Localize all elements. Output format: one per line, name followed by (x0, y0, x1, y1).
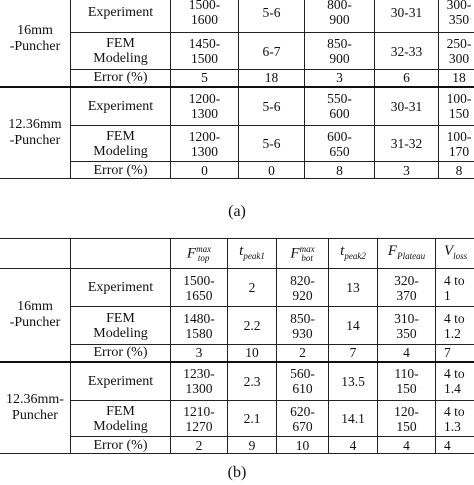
table-a-row-label: Error (%) (71, 70, 171, 87)
table-b-cell: 4 to 1.4 (436, 362, 474, 401)
table-a-cell: 300- 350 (439, 0, 474, 33)
table-b-header: $V_{loss}$ (436, 239, 474, 269)
table-a-cell: 100- 170 (439, 126, 474, 162)
table-b-cell: 13 (329, 269, 378, 307)
table-a-cell: 800- 900 (305, 0, 375, 33)
table-a-cell: 3 (375, 162, 439, 179)
table-b-cell: 2 (277, 345, 329, 362)
table-b-corner (71, 239, 171, 269)
table-b-cell: 2.1 (228, 401, 277, 437)
table-b-cell: 4 (378, 345, 436, 362)
table-a-caption: (a) (228, 203, 246, 220)
table-b-cell: 4 to 1 (436, 269, 474, 307)
table-b-cell: 620- 670 (277, 401, 329, 437)
table-b-cell: 120- 150 (378, 401, 436, 437)
table-b-cell: 820- 920 (277, 269, 329, 307)
table-b-cell: 7 (436, 345, 474, 362)
table-b-header: $F_{Plateau}$ (378, 239, 436, 269)
table-b-header: F max top (171, 239, 228, 269)
table-b-row-label: Experiment (71, 362, 171, 401)
table-b-row-label: Experiment (71, 269, 171, 307)
table-b-cell: 10 (228, 345, 277, 362)
table-b-cell: 310- 350 (378, 307, 436, 345)
table-b-cell: 850- 930 (277, 307, 329, 345)
table-b-cell: 2.2 (228, 307, 277, 345)
table-a-row-label: Experiment (71, 0, 171, 33)
table-b-cell: 2 (171, 437, 228, 454)
table-a-group-label: 12.36mm -Puncher (0, 87, 71, 179)
table-a-cell: 32-33 (375, 33, 439, 70)
table-a-cell: 0 (171, 162, 239, 179)
table-b-cell: 4 (329, 437, 378, 454)
table-b-cell: 9 (228, 437, 277, 454)
table-a-row-label: Experiment (71, 87, 171, 126)
table-a-cell: 31-32 (375, 126, 439, 162)
table-b-cell: 560- 610 (277, 362, 329, 401)
table-a-cell: 8 (305, 162, 375, 179)
table-b-caption: (b) (227, 464, 247, 481)
table-b-cell: 4 (436, 437, 474, 454)
table-a-cell: 600- 650 (305, 126, 375, 162)
table-a-row-label: FEM Modeling (71, 33, 171, 70)
table-a-cell: 6 (375, 70, 439, 87)
table-a-cell: 1200- 1300 (171, 87, 239, 126)
table-b-header: $t_{peak2}$ (329, 239, 378, 269)
table-b-cell: 13.5 (329, 362, 378, 401)
table-b-cell: 2 (228, 269, 277, 307)
table-b-corner (0, 239, 71, 269)
table-a-cell: 850- 900 (305, 33, 375, 70)
table-a-cell: 18 (239, 70, 305, 87)
table-a-cell: 6-7 (239, 33, 305, 70)
table-b-cell: 3 (171, 345, 228, 362)
table-b-group-label: 16mm -Puncher (0, 269, 71, 362)
table-b (0, 238, 474, 454)
table-a-cell: 1200- 1300 (171, 126, 239, 162)
table-b-group-label: 12.36mm- Puncher (0, 362, 71, 454)
table-a-cell: 5-6 (239, 87, 305, 126)
table-a (0, 0, 474, 179)
table-b-cell: 1480- 1580 (171, 307, 228, 345)
table-b-cell: 10 (277, 437, 329, 454)
table-b-cell: 1500- 1650 (171, 269, 228, 307)
table-b-cell: 4 (378, 437, 436, 454)
table-b-cell: 14 (329, 307, 378, 345)
table-a-cell: 18 (439, 70, 474, 87)
table-a-cell: 5 (171, 70, 239, 87)
table-b-cell: 1210- 1270 (171, 401, 228, 437)
table-a-row-label: FEM Modeling (71, 126, 171, 162)
table-b-cell: 4 to 1.3 (436, 401, 474, 437)
table-b-cell: 1230- 1300 (171, 362, 228, 401)
table-a-row-label: Error (%) (71, 162, 171, 179)
table-a-cell: 1500- 1600 (171, 0, 239, 33)
table-b-cell: 14.1 (329, 401, 378, 437)
table-a-cell: 5-6 (239, 0, 305, 33)
table-a-cell: 550- 600 (305, 87, 375, 126)
table-a-cell: 1450- 1500 (171, 33, 239, 70)
table-b-row-label: Error (%) (71, 345, 171, 362)
table-b-header: F max bot (277, 239, 329, 269)
table-a-cell: 30-31 (375, 87, 439, 126)
table-a-cell: 250- 300 (439, 33, 474, 70)
table-a-cell: 5-6 (239, 126, 305, 162)
table-b-cell: 4 to 1.2 (436, 307, 474, 345)
table-a-cell: 100- 150 (439, 87, 474, 126)
table-b-cell: 7 (329, 345, 378, 362)
table-b-row-label: FEM Modeling (71, 307, 171, 345)
table-a-cell: 30-31 (375, 0, 439, 33)
table-a-cell: 0 (239, 162, 305, 179)
table-b-row-label: FEM Modeling (71, 401, 171, 437)
table-b-cell: 2.3 (228, 362, 277, 401)
table-b-header: $t_{peak1}$ (228, 239, 277, 269)
table-b-cell: 110- 150 (378, 362, 436, 401)
table-a-cell: 8 (439, 162, 474, 179)
table-a-group-label: 16mm -Puncher (0, 0, 71, 87)
table-a-cell: 3 (305, 70, 375, 87)
table-b-cell: 320- 370 (378, 269, 436, 307)
table-b-row-label: Error (%) (71, 437, 171, 454)
